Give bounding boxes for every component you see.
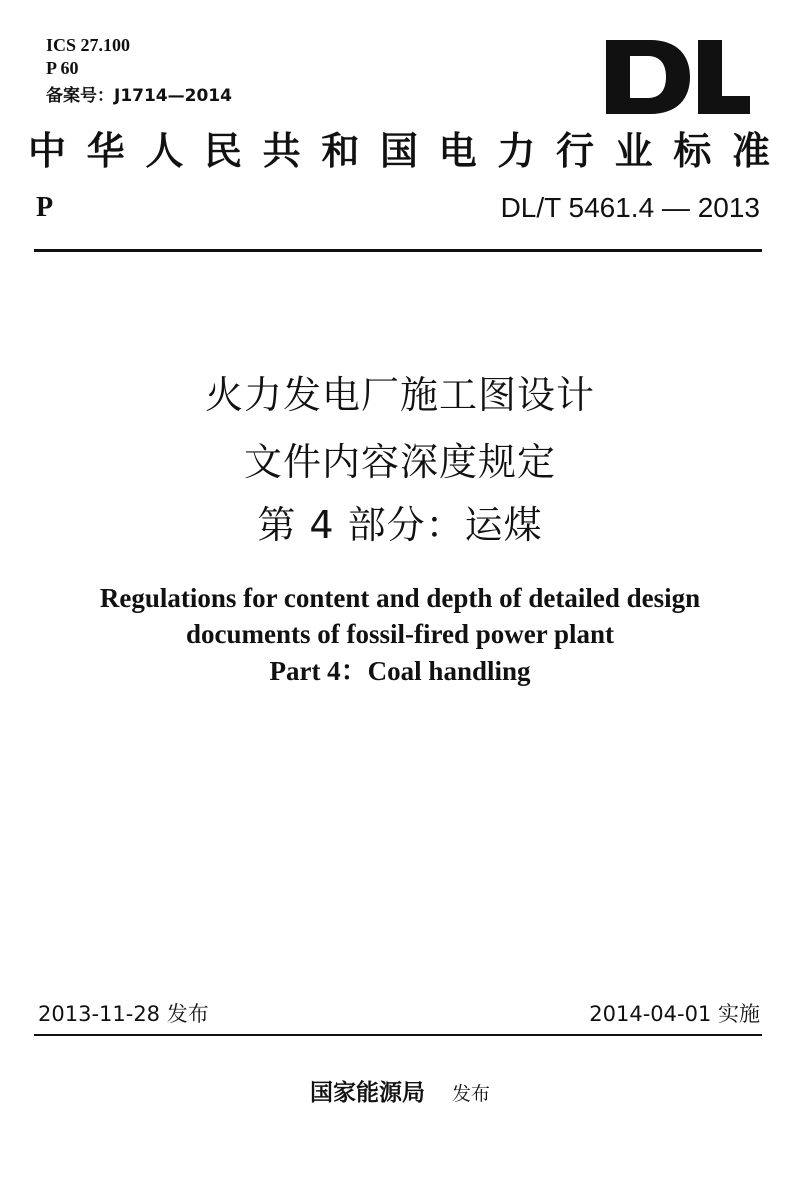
issuer <box>0 1074 800 1107</box>
standard-number: DL/T 5461.4 — 2013 <box>500 192 760 223</box>
english-title-line-3: Part 4：Coal handling <box>269 656 531 686</box>
issuer-verb: 发布 <box>452 1083 491 1105</box>
dl-logo <box>604 38 752 116</box>
issuer-name: 国家能源局 <box>309 1079 425 1106</box>
issue-date: 2013-11-28 发布 <box>38 1002 209 1026</box>
implementation-date: 2014-04-01 实施 <box>589 1002 760 1026</box>
category-code: P <box>36 192 54 223</box>
top-divider <box>34 249 762 252</box>
chinese-title-line-2: 文件内容深度规定 <box>243 440 556 484</box>
filing-number: 备案号：J1714—2014 <box>46 86 232 106</box>
chinese-title-line-3: 第 4 部分：运煤 <box>257 503 543 547</box>
classification-code: P 60 <box>46 58 79 78</box>
ics-code: ICS 27.100 <box>46 35 131 55</box>
english-title-line-1: Regulations for content and depth of detailed design <box>99 583 701 613</box>
bottom-divider <box>34 1034 762 1036</box>
chinese-title-line-1: 火力发电厂施工图设计 <box>204 373 595 417</box>
standard-title: 中华人民共和国电力行业标准 <box>28 128 772 173</box>
english-title-line-2: documents of fossil-fired power plant <box>185 619 614 649</box>
